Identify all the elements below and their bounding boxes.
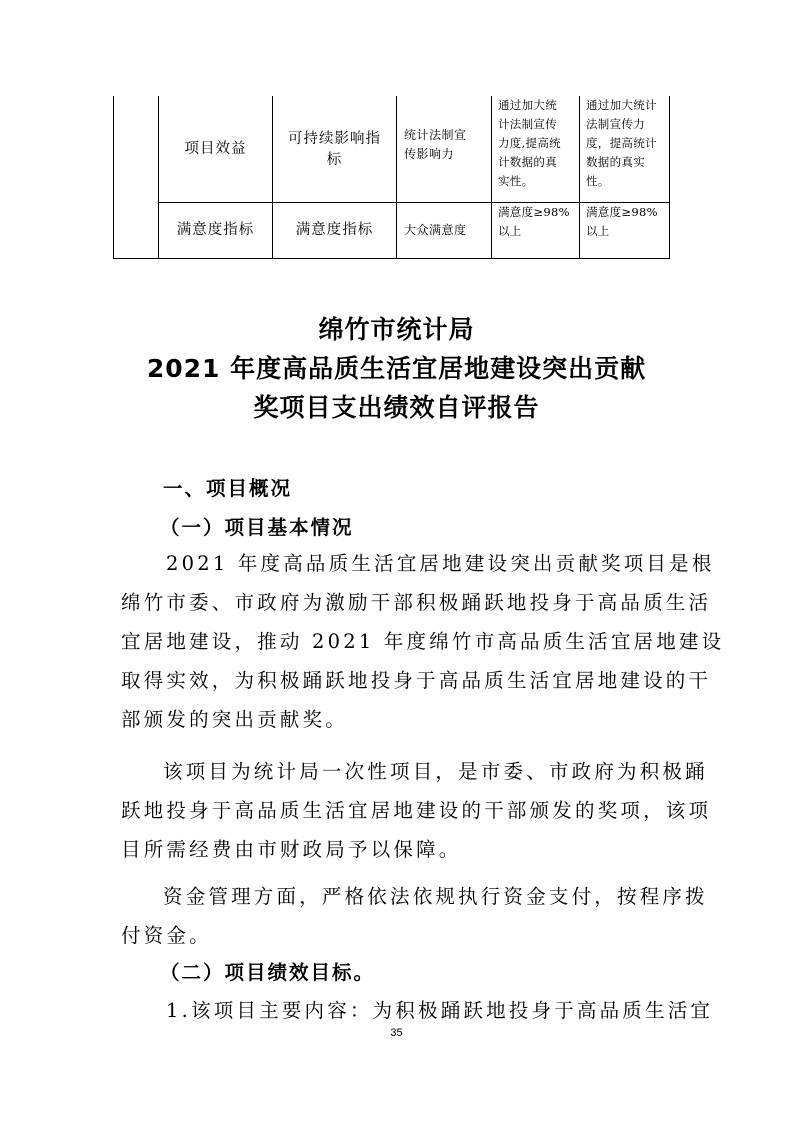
table-cell-level2: 满意度指标: [295, 222, 374, 238]
cell-text-line: 以上: [498, 224, 522, 238]
paragraph-line: 目所需经费由市财政局予以保障。: [121, 838, 462, 861]
cell-text-line: 计法制宣传: [498, 117, 557, 131]
section-heading: 一、项目概况: [163, 477, 293, 500]
subsection-heading: （一）项目基本情况: [160, 516, 354, 539]
cell-text-line: 实性。: [498, 174, 534, 188]
report-title-line1: 绵竹市统计局: [318, 315, 475, 344]
table-cell-level3: [397, 126, 491, 174]
performance-indicator-table: [113, 96, 670, 259]
cell-text-line: 通过加大统: [498, 98, 557, 112]
paragraph-line: 资金管理方面，严格依法依规执行资金支付，按程序拨: [163, 885, 708, 908]
table-cell-actual: [580, 203, 669, 258]
paragraph-line: 1.该项目主要内容：为积极踊跃地投身于高品质生活宜: [166, 999, 714, 1022]
table-border-right: [669, 96, 670, 259]
cell-text-line: 通过加大统计: [586, 98, 657, 112]
cell-text-line: 度，提高统计: [586, 136, 657, 150]
table-border-left: [113, 96, 114, 259]
cell-text-line: 传影响力: [404, 147, 455, 161]
paragraph-line: 2021 年度高品质生活宜居地建设突出贡献奖项目是根: [166, 552, 715, 575]
paragraph-line: 跃地投身于高品质生活宜居地建设的干部颁发的奖项，该项: [121, 799, 712, 822]
cell-text-line: 计数据的真: [498, 155, 557, 169]
paragraph-line: 该项目为统计局一次性项目，是市委、市政府为积极踊: [163, 760, 708, 783]
cell-text-line: 以上: [586, 224, 610, 238]
cell-text-line: 数据的真实: [586, 155, 645, 169]
paragraph-line: 绵竹市委、市政府为激励干部积极踊跃地投身于高品质生活: [121, 591, 712, 614]
cell-text-line: 力度,提高统: [498, 136, 561, 150]
paragraph-line: 付资金。: [121, 924, 212, 947]
cell-text-line: 性。: [586, 174, 610, 188]
cell-text-line: 标: [326, 152, 343, 168]
cell-text-line: 统计法制宣: [404, 128, 467, 142]
table-cell-level3: 大众满意度: [404, 223, 467, 237]
table-cell-level1: 项目效益: [184, 140, 247, 157]
table-cell-actual: [580, 96, 669, 202]
paragraph-line: 宜居地建设，推动 2021 年度绵竹市高品质生活宜居地建设: [121, 630, 725, 653]
cell-text-line: 满意度≥98%: [586, 205, 658, 219]
table-cell-level1: 满意度指标: [176, 222, 255, 238]
report-title-line2: 2021 年度高品质生活宜居地建设突出贡献: [146, 354, 647, 383]
paragraph-line: 取得实效，为积极踊跃地投身于高品质生活宜居地建设的干: [121, 669, 712, 692]
table-cell-target: [492, 96, 579, 202]
table-border-bottom: [113, 258, 670, 259]
cell-text-line: 满意度≥98%: [498, 205, 570, 219]
table-cell-target: [492, 203, 579, 258]
cell-text-line: 可持续影响指: [288, 131, 381, 147]
cell-text-line: 法制宣传力: [586, 117, 645, 131]
table-cell-level2: [273, 118, 396, 182]
page-number: 35: [390, 1027, 403, 1039]
subsection-heading: （二）项目绩效目标。: [160, 961, 376, 984]
paragraph-line: 部颁发的突出贡献奖。: [121, 708, 349, 731]
report-title-line3: 奖项目支出绩效自评报告: [253, 393, 540, 422]
